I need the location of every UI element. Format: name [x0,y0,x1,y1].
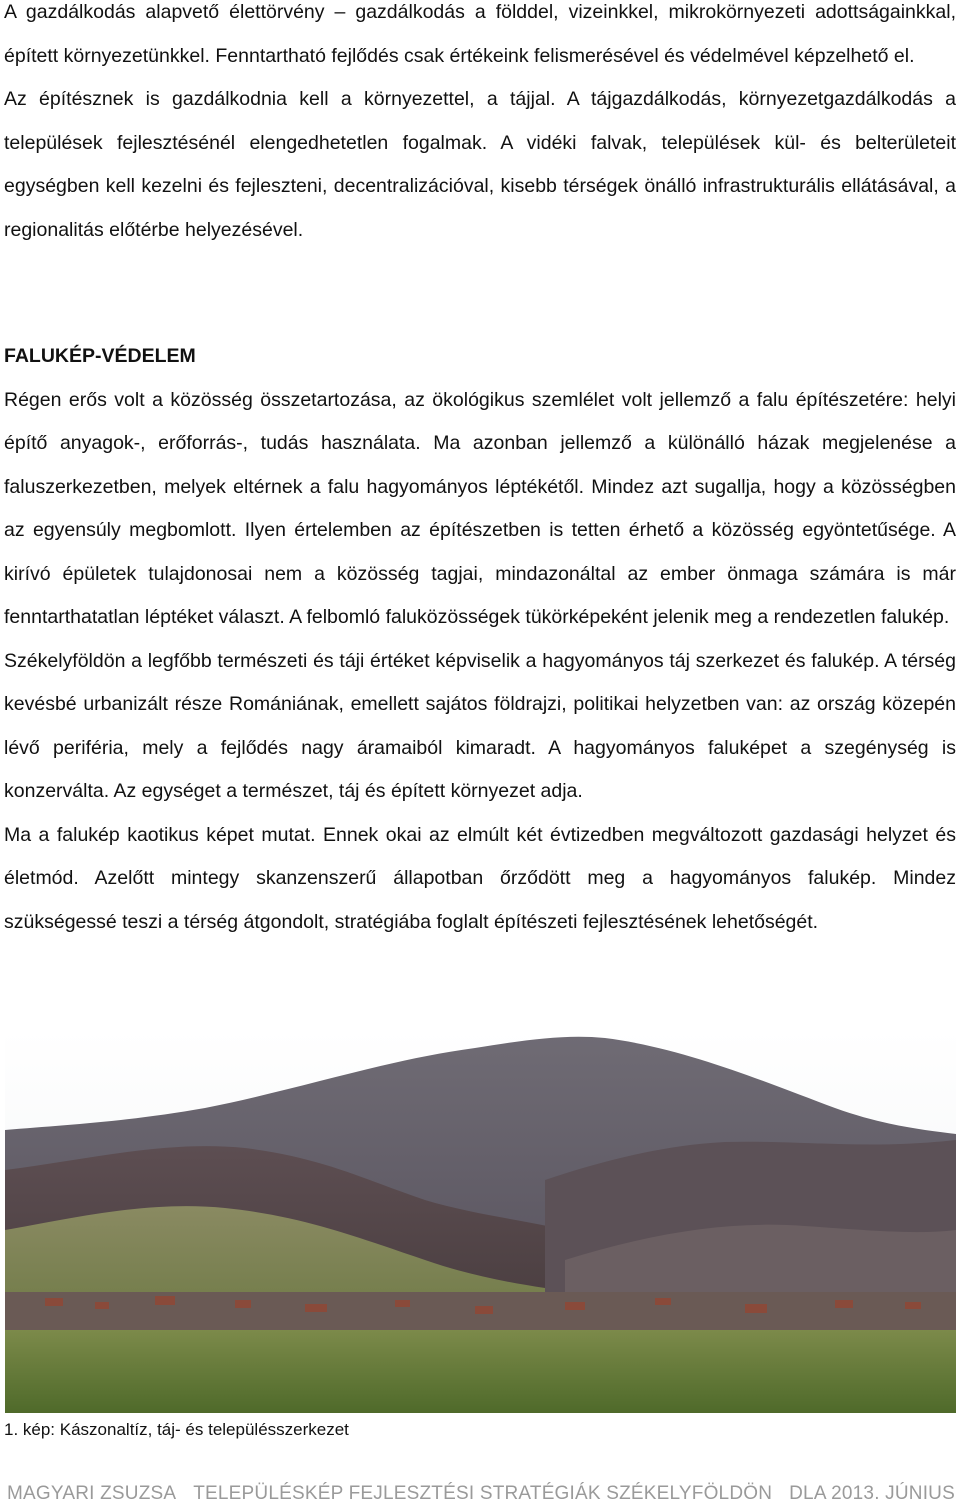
figure-caption: 1. kép: Kászonaltíz, táj- és településszerkezet [4,1420,349,1439]
footer-title: TELEPÜLÉSKÉP FEJLESZTÉSI STRATÉGIÁK SZÉKELYFÖLDÖN [193,1483,773,1504]
page-footer [7,1483,955,1511]
section-paragraph-3: Ma a falukép kaotikus képet mutat. Ennek okai az elmúlt két évtizedben megváltozott gazdasági helyzet és életmód. Azelőtt mintegy skanzenszerű állapotban őrződött meg a hagyományos falukép. Mindez szükségessé teszi a térség átgondolt, stratégiába foglalt építészeti fejlesztésének lehetőségét. [4,823,956,933]
section-heading: FALUKÉP-VÉDELEM [4,345,196,367]
intro-section [4,0,956,252]
landscape-photo [5,1030,956,1413]
footer-author: MAGYARI ZSUZSA [7,1483,177,1504]
footer-date: DLA 2013. JÚNIUS [789,1483,955,1504]
intro-paragraph-2: Az építésznek is gazdálkodnia kell a környezettel, a tájjal. A tájgazdálkodás, környezetgazdálkodás a települések fejlesztésénél elengedhetetlen fogalmak. A vidéki falvak, települések kül- és belterületeit egységben kell kezelni és fejleszteni, decentralizációval, kisebb térségek önálló infrastrukturális ellátásával, a regionalitás előtérbe helyezésével. [4,88,956,241]
foreground-field [5,1330,956,1413]
section-paragraph-1: Régen erős volt a közösség összetartozása, az ökológikus szemlélet volt jellemző a falu építészetére: helyi építő anyagok-, erőforrás-, tudás használata. Ma azonban jellemző a különálló házak megjelenése a faluszerkezetben, melyek eltérnek a falu hagyományos léptékétől. Mindez azt sugallja, hogy a közösségben az egyensúly megbomlott. Ilyen értelemben az építészetben is tetten érhető a közösség egyöntetűsége. A kirívó épületek tulajdonosai nem a közösség tagjai, mindazonáltal az ember önmaga számára is már fenntarthatatlan léptéket választ. A felbomló faluközösségek tükörképeként jelenik meg a rendezetlen falukép. [4,388,956,628]
falukep-vedelem-section [4,335,956,944]
intro-paragraph-1: A gazdálkodás alapvető élettörvény – gazdálkodás a földdel, vizeinkkel, mikrokörnyezeti adottságainkkal, épített környezetünkkel. Fenntartható fejlődés csak értékeink felismerésével és védelmével képzelhető el. [4,1,956,67]
section-paragraph-2: Székelyföldön a legfőbb természeti és táji értéket képviselik a hagyományos táj szerkezet és falukép. A térség kevésbé urbanizált része Romániának, emellett sajátos földrajzi, politikai helyzetben van: az ország közepén lévő periféria, mely a fejlődés nagy áramaiból kimaradt. A hagyományos faluképet a szegénység is konzerválta. Az egységet a természet, táj és épített környezet adja. [4,649,956,802]
